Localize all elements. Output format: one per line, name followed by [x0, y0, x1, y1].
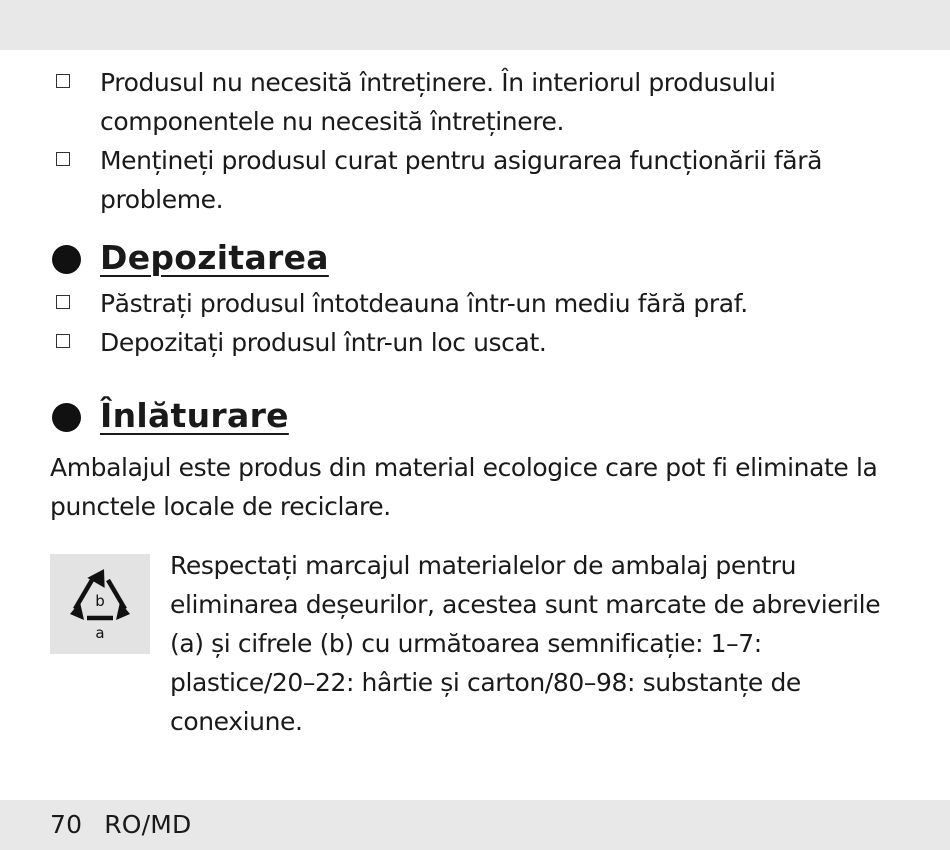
bullet-dot-icon	[52, 403, 81, 432]
bullet-dot-icon	[52, 245, 81, 274]
checkbox-bullet-icon	[56, 152, 70, 166]
disposal-paragraph: Ambalajul este produs din material ecologice care pot fi eliminate la punctele locale de reciclare.	[50, 453, 878, 521]
language-code: RO/MD	[104, 810, 192, 839]
checkbox-bullet-icon	[56, 334, 70, 348]
section-title: Depozitarea	[100, 238, 329, 277]
storage-item-text: Păstrați produsul întotdeauna într-un mediu fără praf.	[100, 289, 748, 318]
recycle-label-a: a	[95, 624, 105, 642]
header-band	[0, 0, 950, 50]
maintenance-item-text: Produsul nu necesită întreținere. În interiorul produsului componentele nu necesită întreținere.	[100, 68, 776, 136]
storage-item-text: Depozitați produsul într-un loc uscat.	[100, 328, 547, 357]
checkbox-bullet-icon	[56, 74, 70, 88]
recycle-marking-text: Respectați marcajul materialelor de ambalaj pentru eliminarea deșeurilor, acestea sunt marcate de abrevierile (a) și cifrele (b) cu următoarea semnificație: 1–7: plastice/20–22: hârtie și carton/80–98: substanțe de conexiune.	[170, 551, 881, 736]
maintenance-item-text: Mențineți produsul curat pentru asigurarea funcționării fără probleme.	[100, 146, 822, 214]
checkbox-bullet-icon	[56, 295, 70, 309]
recycling-icon	[50, 554, 150, 654]
recycle-label-b: b	[95, 592, 105, 610]
page-number: 70	[50, 810, 83, 839]
footer	[50, 808, 192, 842]
section-title: Înlăturare	[100, 396, 289, 435]
